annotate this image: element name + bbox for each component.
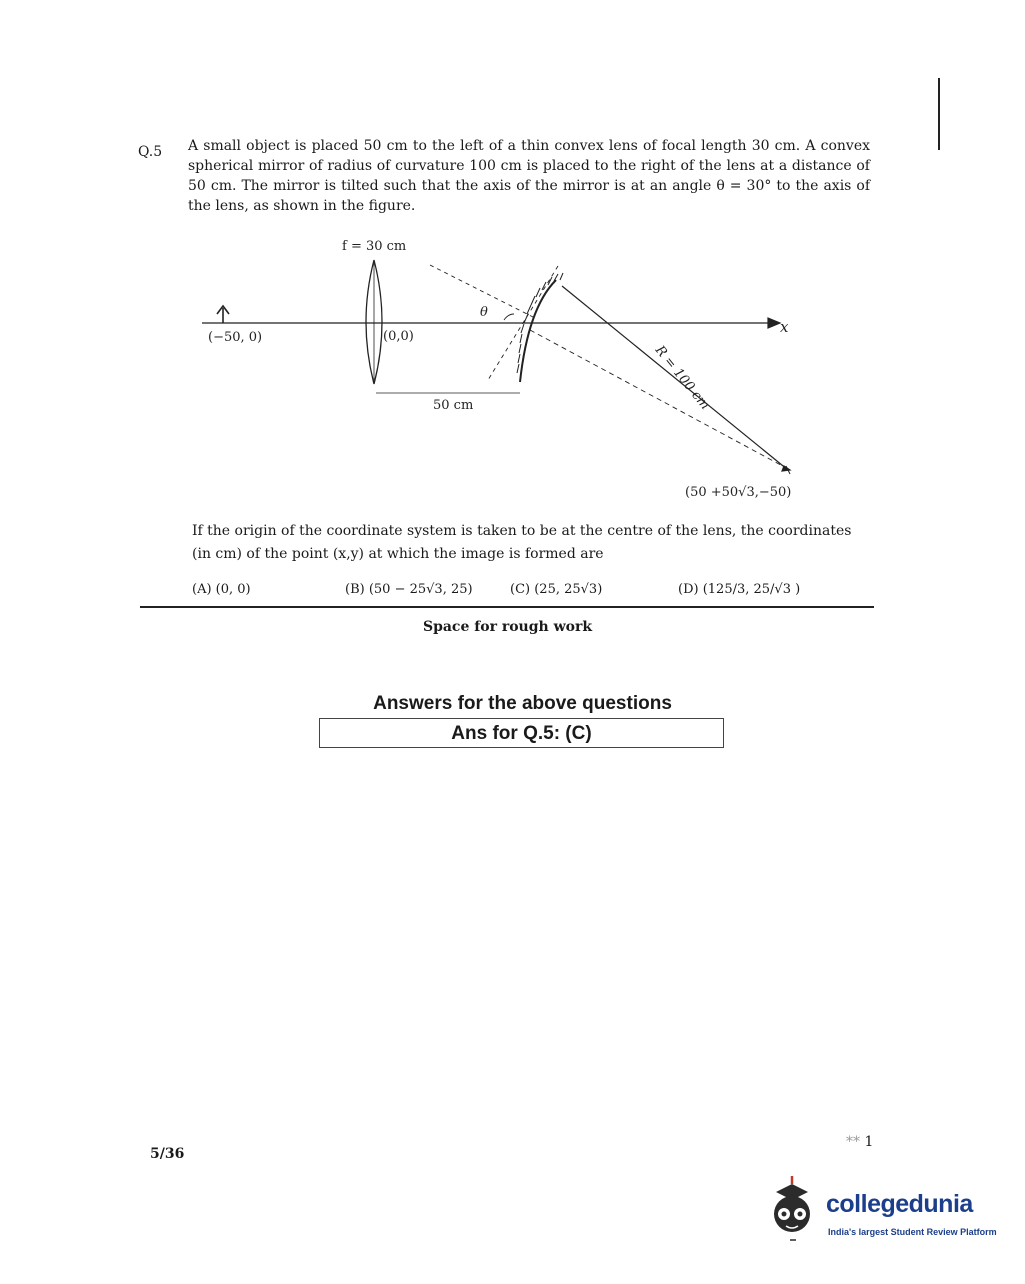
object-label: (−50, 0) [208, 330, 263, 345]
center-label: (50 +50√3,−50) [685, 485, 792, 500]
focal-label: f = 30 cm [342, 239, 407, 254]
marker-number: 1 [864, 1134, 874, 1150]
axis-arrowhead [768, 318, 780, 328]
question-prompt-line2: (in cm) of the point (x,y) at which the image is formed are [192, 546, 604, 562]
answer-q5: Ans for Q.5: (C) [319, 718, 724, 748]
rough-work-label: Space for rough work [422, 619, 593, 635]
option-c: (C) (25, 25√3) [510, 582, 603, 597]
option-d: (D) (125/3, 25/√3 ) [678, 582, 801, 597]
logo-name: collegedunia [826, 1190, 973, 1218]
question-number: Q.5 [138, 144, 163, 160]
answers-title: Answers for the above questions [373, 693, 672, 714]
logo-tagline: India's largest Student Review Platform [828, 1227, 997, 1237]
theta-label: θ [480, 305, 488, 320]
question-prompt-line1: If the origin of the coordinate system is taken to be at the centre of the lens, the coordinates [192, 523, 852, 539]
convex-mirror [520, 280, 556, 382]
marker-stars: ** [846, 1134, 860, 1150]
page-number: 5/36 [150, 1146, 185, 1162]
distance-label: 50 cm [433, 398, 474, 413]
radius-label: R = 100 cm [651, 343, 713, 413]
divider [140, 606, 874, 608]
axis-label: x [780, 318, 789, 336]
page-marker [846, 1134, 873, 1150]
question-text: A small object is placed 50 cm to the left of a thin convex lens of focal length 30 cm. A convex spherical mirror of radius of curvature 100 cm is placed to the right of the lens at a distance of 50 cm. The mirror is tilted such that the axis of the mirror is at an angle θ = 30° to the axis of the lens, as shown in the figure. [188, 138, 870, 214]
origin-label: (0,0) [383, 329, 414, 344]
optics-figure [190, 230, 830, 510]
option-b: (B) (50 − 25√3, 25) [345, 582, 473, 597]
option-a: (A) (0, 0) [192, 582, 251, 597]
margin-bar [938, 78, 940, 150]
